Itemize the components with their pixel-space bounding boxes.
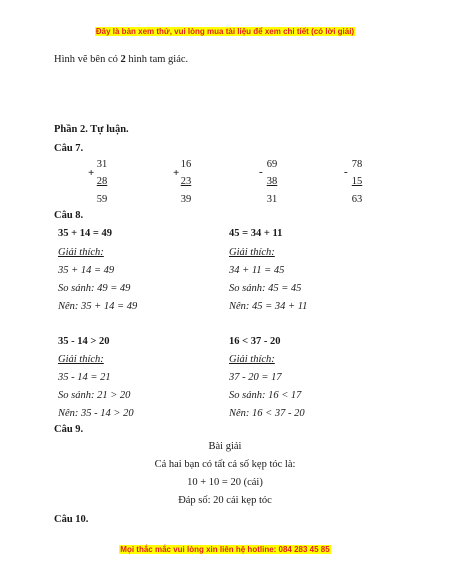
operator-sign: -: [344, 166, 348, 178]
explanation-label: Giải thích:: [58, 354, 104, 365]
operator-sign: +: [173, 167, 180, 179]
result: 31: [266, 194, 278, 205]
cau7-label: Câu 7.: [54, 143, 84, 154]
explanation-line: 34 + 11 = 45: [229, 265, 285, 276]
explanation-label: Giải thích:: [58, 247, 104, 258]
operand-a: 16: [180, 159, 192, 170]
operand-a: 78: [351, 159, 363, 170]
explanation-line: 35 - 14 = 21: [58, 372, 111, 383]
cau8-label: Câu 8.: [54, 210, 84, 221]
hotline-footer: Mọi thắc mắc vui lòng xin liên hệ hotline: 084 283 45 85: [120, 545, 330, 554]
comparison-title: 16 < 37 - 20: [229, 336, 281, 347]
explanation-line: Nên: 35 + 14 = 49: [58, 301, 138, 312]
result: 59: [96, 194, 108, 205]
operand-b: 23: [180, 176, 192, 187]
explanation-line: Nên: 16 < 37 - 20: [229, 408, 305, 419]
explanation-label: Giải thích:: [229, 247, 275, 258]
intro-text: Hình vẽ bên có 2 hình tam giác.: [54, 54, 189, 65]
explanation-line: So sánh: 45 = 45: [229, 283, 302, 294]
operand-b: 15: [351, 176, 363, 187]
result: 39: [180, 194, 192, 205]
explanation-line: Nên: 35 - 14 > 20: [58, 408, 134, 419]
solution-line: 10 + 10 = 20 (cái): [187, 477, 263, 488]
operator-sign: +: [88, 167, 95, 179]
operand-b: 38: [266, 176, 278, 187]
solution-line: Cả hai bạn có tất cả số kẹp tóc là:: [154, 459, 296, 470]
cau10-label: Câu 10.: [54, 514, 89, 525]
solution-answer: Đáp số: 20 cái kẹp tóc: [178, 495, 272, 506]
comparison-title: 35 - 14 > 20: [58, 336, 110, 347]
preview-notice: Đây là bản xem thử, vui lòng mua tài liệu để xem chi tiết (có lời giải): [95, 27, 355, 36]
cau9-label: Câu 9.: [54, 424, 84, 435]
explanation-line: Nên: 45 = 34 + 11: [229, 301, 308, 312]
operator-sign: -: [259, 166, 263, 178]
explanation-line: 37 - 20 = 17: [229, 372, 282, 383]
operand-a: 69: [266, 159, 278, 170]
comparison-title: 35 + 14 = 49: [58, 228, 112, 239]
part2-title: Phần 2. Tự luận.: [54, 124, 129, 135]
explanation-line: So sánh: 16 < 17: [229, 390, 302, 401]
explanation-line: So sánh: 49 = 49: [58, 283, 131, 294]
result: 63: [351, 194, 363, 205]
solution-heading: Bài giải: [208, 441, 242, 452]
explanation-label: Giải thích:: [229, 354, 275, 365]
operand-b: 28: [96, 176, 108, 187]
explanation-line: So sánh: 21 > 20: [58, 390, 131, 401]
explanation-line: 35 + 14 = 49: [58, 265, 115, 276]
operand-a: 31: [96, 159, 108, 170]
comparison-title: 45 = 34 + 11: [229, 228, 283, 239]
